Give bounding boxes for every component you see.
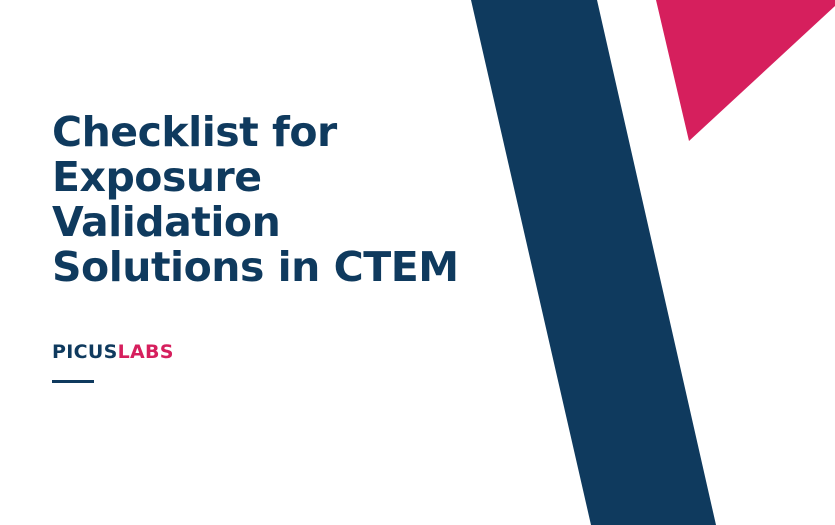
title-line: Validation (52, 198, 281, 246)
page-title (52, 110, 459, 290)
title-line: Exposure (52, 153, 262, 201)
divider (52, 380, 94, 383)
picus-labs-logo (52, 341, 174, 363)
logo-picus-text: PICUS (52, 341, 118, 363)
logo-labs-text: LABS (117, 341, 174, 363)
title-line: Solutions in CTEM (52, 243, 459, 291)
magenta-triangle (656, 0, 835, 141)
title-line: Checklist for (52, 108, 337, 156)
